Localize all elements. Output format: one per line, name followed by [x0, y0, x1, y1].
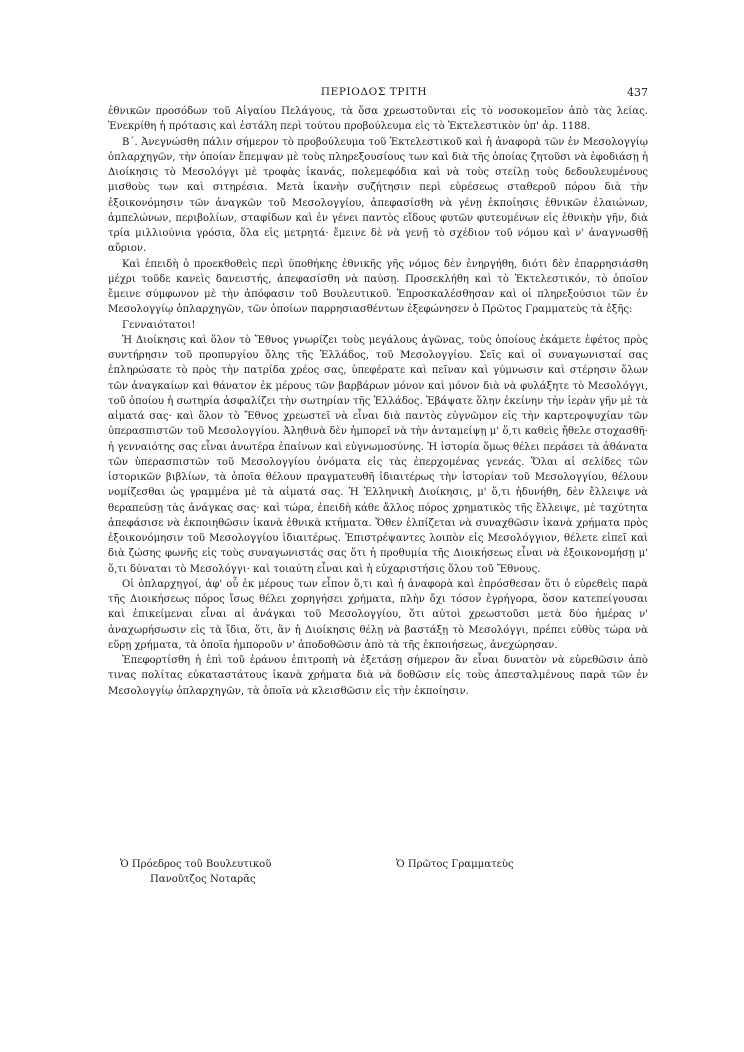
signature-block [120, 857, 648, 891]
secretary-title: Ὁ Πρῶτος Γραμματεὺς [396, 859, 514, 870]
running-title: ΠΕΡΙΟΔΟΣ ΤΡΙΤΗ [320, 86, 428, 98]
signature-secretary [396, 857, 514, 872]
president-name: Πανοῦτζος Νοταρᾶς [150, 874, 256, 886]
president-title: Ὁ Πρόεδρος τοῦ Βουλευτικοῦ [120, 859, 272, 870]
address-salutation: Γενναιότατοι! [122, 319, 196, 331]
page-number: 437 [627, 86, 648, 99]
body-text [108, 104, 648, 699]
address-speech: Ἡ Διοίκησις καὶ ὅλον τὸ Ἔθνος γνωρίζει τοὺς μεγάλους ἀγῶνας, τοὺς ὁποίους ἐκάμετε ἐφέτος πρὸς συντήρησιν τοῦ προπυργίου ὅλης τῆς Ἑλλάδος, τοῦ Μεσολογγίου. Σεῖς καὶ οἱ συναγωνισταί σας ἐπληρώσατε τὸ πρὸς τὴν πατρίδα χρέος σας, ὑπεφέρατε καὶ πεῖναν καὶ γύμνωσιν καὶ στέρησιν ὅλων τῶν ἀναγκαίων καὶ θάνατον ἐκ μέρους τῶν βαρβάρων μόνον καὶ μόνον διὰ νὰ φυλάξητε τὸ Μεσολόγγι, τοῦ ὁποίου ἡ σωτηρία ἀσφαλίζει τὴν σωτηρίαν τῆς Ἑλλάδος. Ἐβάψατε ὅλην ἐκείνην τὴν ἱερὰν γῆν μὲ τὰ αἱματά σας· καὶ ὅλον τὸ Ἔθνος χρεωστεῖ νὰ εἶναι διὰ παντὸς εὐγνῶμον εἰς τὴν καρτεροψυχίαν τῶν ὑπερασπιστῶν τοῦ Μεσολογγίου. Ἀληθινὰ δὲν ἠμπορεῖ νὰ τὴν ἀνταμείψῃ μ' ὅ,τι καθεὶς ἤθελε στοχασθῆ· ἡ γενναιότης σας εἶναι ἀνωτέρα ἐπαίνων καὶ εὐγνωμοσύνης. Ἡ ἱστορία ὅμως θέλει περάσει τὰ ἀθάνατα τῶν ὑπερασπιστῶν τοῦ Μεσολογγίου ὀνόματα εἰς τὰς ἐπερχομένας γενεάς. Ὅλαι αἱ σελίδες τῶν ἱστορικῶν βιβλίων, τὰ ὁποῖα θέλουν πραγματευθῆ ἰδιαιτέρως τὴν ἱστορίαν τοῦ Μεσολογγίου, θέλουν νομίζεσθαι ὡς γραμμένα μὲ τὰ αἱματά σας. Ἡ Ἑλληνικὴ Διοίκησις, μ' ὅ,τι ἠδυνήθη, δὲν ἔλλειψε νὰ θεραπεύσῃ τὰς ἀνάγκας σας· καὶ τώρα, ἐπειδὴ κάθε ἄλλος πόρος χρηματικὸς τῆς ἔλλειψε, μὲ ταχύτητα ἀπεφάσισε νὰ ἐκποιηθῶσιν ἱκανὰ ἐθνικὰ κτήματα. Ὅθεν ἐλπίζεται νὰ συναχθῶσιν ἱκανὰ χρήματα πρὸς ἐξοικονόμησιν τοῦ Μεσολογγίου ἰδιαιτέρως. Ἐπιστρέψαντες λοιπὸν εἰς Μεσολόγγιον, θέλετε εἰπεῖ καὶ διὰ ζώσης φωνῆς εἰς τοὺς συναγωνιστάς σας ὅτι ἡ προθυμία τῆς Διοικήσεως εἶναι νὰ ἐξοικονομήσῃ μ' ὅ,τι δύναται τὸ Μεσολόγγι· καὶ τοιαύτη εἶναι καὶ ἡ εὐχαριστήσις ὅλου τοῦ Ἔθνους. [108, 334, 648, 575]
paragraph-decision: Καὶ ἐπειδὴ ὁ προεκθοθεὶς περὶ ὑποθήκης ἐθνικῆς γῆς νόμος δὲν ἐνηργήθη, διότι δὲν ἐπαρρησιάσθη μέχρι τοῦδε κανεὶς δανειστής, ἀπεφασίσθη νὰ παύσῃ. Προσεκλήθη καὶ τὸ Ἐκτελεστικόν, τὸ ὁποῖον ἔμεινε σύμφωνον μὲ τὴν ἀπόφασιν τοῦ Βουλευτικοῦ. Ἐπροσκαλέσθησαν καὶ οἱ πληρεξούσιοι τῶν ἐν Μεσολογγίῳ ὁπλαρχηγῶν, τῶν ὁποίων παρρησιασθέντων ἐξεφώνησεν ὁ Πρῶτος Γραμματεὺς τὰ ἑξῆς: [108, 258, 648, 316]
paragraph-continuation: ἐθνικῶν προσόδων τοῦ Αἰγαίου Πελάγους, τὰ ὅσα χρεωστοῦνται εἰς τὸ νοσοκομεῖον ἀπὸ τὰς λείας. Ἐνεκρίθη ἡ πρότασις καὶ ἐστάλη περὶ τούτου προβούλευμα εἰς τὸ Ἐκτελεστικὸν ὑπ' ἀρ. 1188. [108, 106, 648, 133]
paragraph-chieftains-reply: Οἱ ὁπλαρχηγοί, ἀφ' οὗ ἐκ μέρους των εἶπον ὅ,τι καὶ ἡ ἀναφορὰ καὶ ἐπρόσθεσαν ὅτι ὁ εὑρεθεὶς παρὰ τῆς Διοικήσεως πόρος ἴσως θέλει χορηγήσει χρήματα, πλὴν ὄχι τόσον ἐγρήγορα, ὅσον κατεπείγουσαι καὶ ἐπικείμεναι εἶναι αἱ ἀνάγκαι τοῦ Μεσολογγίου, ὅτι αὐτοὶ χρεωστοῦσι μετὰ δύο ἡμέρας ν' ἀναχωρήσωσιν εἰς τὰ ἴδια, ὅτι, ἂν ἡ Διοίκησις θέλῃ νὰ βαστάξῃ τὸ Μεσολόγγι, πρέπει εὐθὺς τώρα νὰ εὕρῃ χρήματα, τὰ ὁποῖα ἠμποροῦν ν' ἀποδοθῶσιν ἀπὸ τὰ τῆς ἐκποιήσεως, ἀνεχώρησαν. [108, 578, 648, 651]
running-header [100, 86, 648, 102]
signature-president [120, 857, 271, 888]
paragraph-item-b: Β΄. Ἀνεγνώσθη πάλιν σήμερον τὸ προβούλευμα τοῦ Ἐκτελεστικοῦ καὶ ἡ ἀναφορὰ τῶν ἐν Μεσολογγίῳ ὁπλαρχηγῶν, τὴν ὁποίαν ἔπεμψαν μὲ τοὺς πληρεξουσίους των καὶ διὰ τῆς ὁποίας ζητοῦσι νὰ ἐφοδιάσῃ ἡ Διοίκησις τὸ Μεσολόγγι μὲ τροφὰς ἱκανάς, πολεμεφόδια καὶ νὰ τοὺς στείλῃ τοὺς δεδουλευμένους μισθοὺς των καὶ σιτηρέσια. Μετὰ ἱκανὴν συζήτησιν περὶ εὑρέσεως σταθεροῦ πόρου διὰ τὴν ἐξοικονόμησιν τῶν ἀναγκῶν τοῦ Μεσολογγίου, ἀπεφασίσθη νὰ γένῃ ἐκποίησις ἐθνικῶν ἐλαιώνων, ἀμπελώνων, περιβολίων, σταφίδων καὶ ἐν γένει παντὸς εἴδους φυτῶν φυτευμένων εἰς ἐθνικὴν γῆν, διὰ τρία μιλλιούνια γρόσια, ὅλα εἰς μετρητά· ἔμεινε δὲ νὰ γενῇ τὸ σχέδιον τοῦ νόμου καὶ ν' ἀναγνωσθῇ αὔριον. [108, 136, 648, 255]
paragraph-committee: Ἐπεφορτίσθη ἡ ἐπὶ τοῦ ἐράνου ἐπιτροπὴ νὰ ἐξετάσῃ σήμερον ἂν εἶναι δυνατὸν νὰ εὑρεθῶσιν ἀπὸ τινας πολίτας εὐκαταστάτους ἱκανὰ χρήματα διὰ νὰ δοθῶσιν εἰς τοὺς ἀπεσταλμένους παρὰ τῶν ἐν Μεσολογγίῳ ὁπλαρχηγῶν, τὰ ὁποῖα νὰ κλεισθῶσιν εἰς τὴν ἐκποίησιν. [108, 655, 648, 697]
